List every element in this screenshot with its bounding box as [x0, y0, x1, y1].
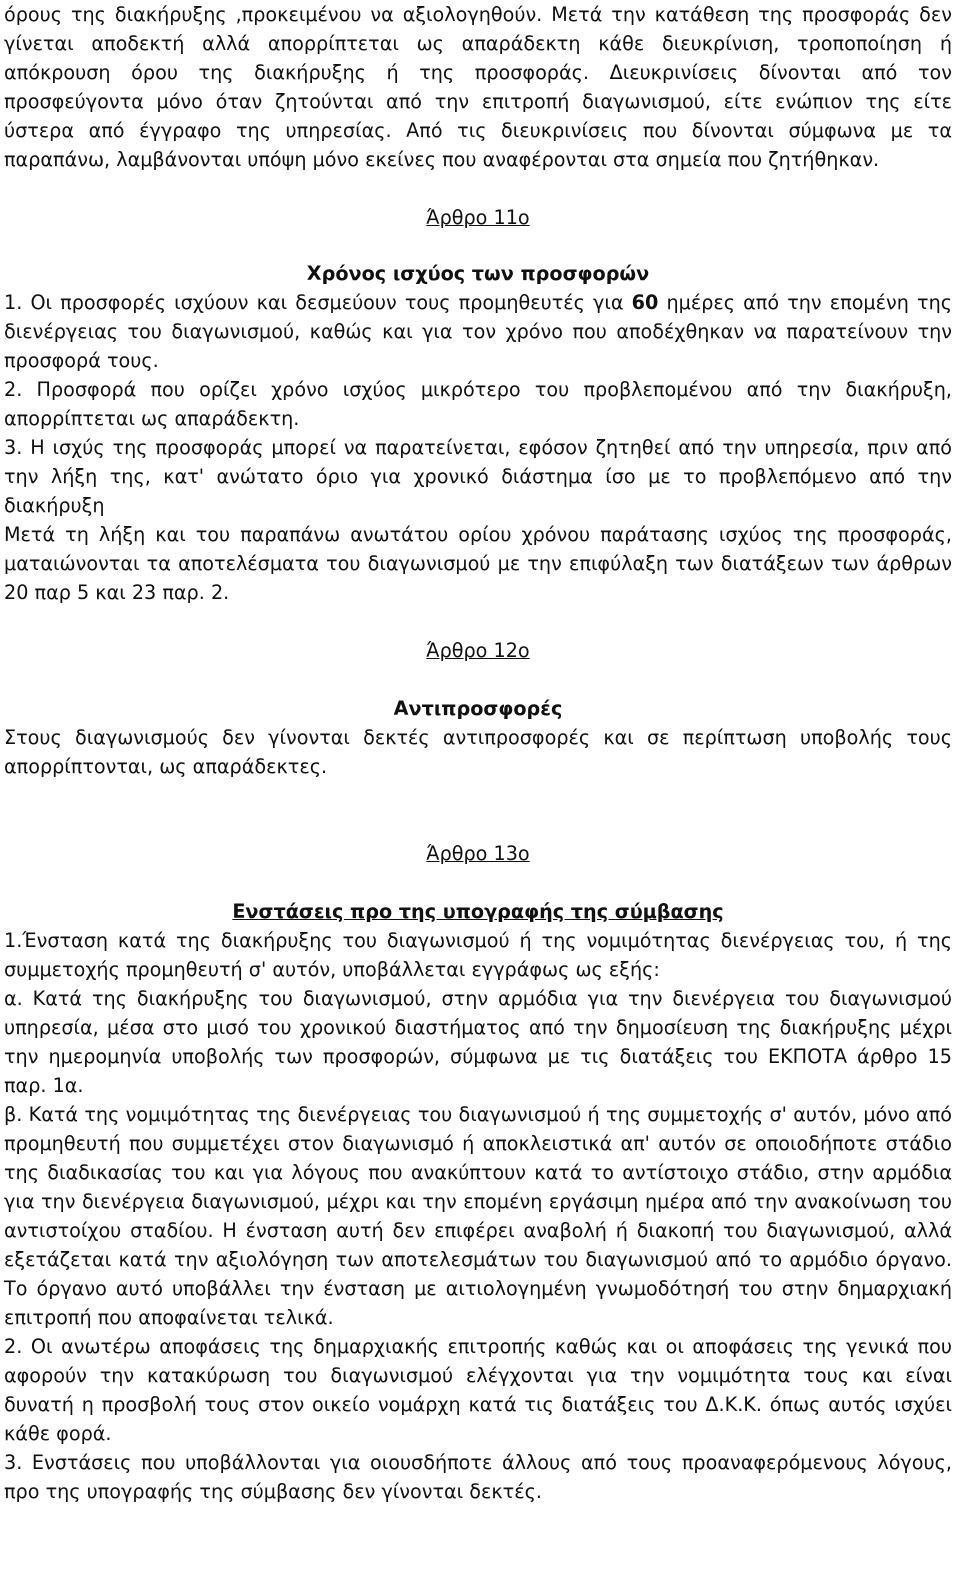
article-13-title-text: Ενστάσεις προ της υπογραφής της σύμβασης: [232, 900, 724, 923]
article-11-para-3: 3. Η ισχύς της προσφοράς μπορεί να παρατείνεται, εφόσον ζητηθεί από την υπηρεσία, πριν από την λήξη της, κατ' ανώτατο όριο για χρονικό διάστημα ίσο με το προβλεπόμενο από την διακήρυξη: [4, 436, 952, 517]
article-12-para-1: Στους διαγωνισμούς δεν γίνονται δεκτές αντιπροσφορές και σε περίπτωση υποβολής τους απορρίπτονται, ως απαράδεκτες.: [4, 726, 952, 778]
article-12-heading: [4, 636, 952, 665]
article-13-para-2: 2. Οι ανωτέρω αποφάσεις της δημαρχιακής επιτροπής καθώς και οι αποφάσεις της γενικά που αφορούν την κατακύρωση του διαγωνισμού ελέγχονται για την νομιμότητα τους και είναι δυνατή η προσβολή τους στον οικείο νομάρχη κατά τις διατάξεις του Δ.Κ.Κ. όπως αυτός ισχύει κάθε φορά.: [4, 1335, 952, 1445]
article-12-title-text: Αντιπροσφορές: [393, 697, 563, 720]
article-11-heading: [4, 203, 952, 232]
article-12-heading-text: Άρθρο 12ο: [426, 639, 530, 662]
article-13-title: [4, 897, 952, 926]
article-11-para-1-b: ημέρες από την επομένη της διενέργειας του διαγωνισμού, καθώς και για τον χρόνο που αποδέχθηκαν να παρατείνουν την προσφορά τους.: [4, 291, 952, 372]
article-13-heading: [4, 839, 952, 868]
article-11-para-1-a: Οι προσφορές ισχύουν και δεσμεύουν τους προμηθευτές για: [22, 291, 632, 314]
intro-paragraph: όρους της διακήρυξης ,προκειμένου να αξιολογηθούν. Μετά την κατάθεση της προσφοράς δεν γίνεται αποδεκτή αλλά απορρίπτεται ως απαράδεκτη κάθε διευκρίνιση, τροποποίηση ή απόκρουση όρου της διακήρυξης ή της προσφοράς. Διευκρινίσεις δίνονται από τον προσφεύγοντα μόνο όταν ζητούνται από την επιτροπή διαγωνισμού, είτε ενώπιον της είτε ύστερα από έγγραφο της υπηρεσίας. Από τις διευκρινίσεις που δίνονται σύμφωνα με τα παραπάνω, λαμβάνονται υπόψη μόνο εκείνες που αναφέρονται στα σημεία που ζητήθηκαν.: [4, 3, 952, 171]
article-11-title: [4, 259, 952, 288]
article-11-heading-text: Άρθρο 11ο: [426, 206, 530, 229]
article-11-para-1-num: 1.: [4, 291, 23, 314]
article-12-title: [4, 694, 952, 723]
document-page: [4, 0, 952, 1506]
article-13-para-1: 1.Ένσταση κατά της διακήρυξης του διαγωνισμού ή της νομιμότητας διενέργειας του, ή της συμμετοχής προμηθευτή σ' αυτόν, υποβάλλεται εγγράφως ως εξής:: [4, 929, 952, 981]
article-11-para-2: 2. Προσφορά που ορίζει χρόνο ισχύος μικρότερο του προβλεπομένου από την διακήρυξη, απορρίπτεται ως απαράδεκτη.: [4, 378, 952, 430]
article-11-title-text: Χρόνος ισχύος των προσφορών: [306, 262, 650, 285]
article-13-para-b: β. Κατά της νομιμότητας της διενέργειας του διαγωνισμού ή της συμμετοχής σ' αυτόν, μόνο από προμηθευτή που συμμετέχει στον διαγωνισμό ή αποκλειστικά απ' αυτόν σε οποιοδήποτε στάδιο της διαδικασίας του και για λόγους που ανακύπτουν κατά το αντίστοιχο στάδιο, στην αρμόδια για την διενέργεια διαγωνισμού, μέχρι και την επομένη εργάσιμη ημέρα από την ανακοίνωση του αντιστοίχου σταδίου. Η ένσταση αυτή δεν επιφέρει αναβολή ή διακοπή του διαγωνισμού, αλλά εξετάζεται κατά την αξιολόγηση των αποτελεσμάτων του διαγωνισμού από το αρμόδιο όργανο. Το όργανο αυτό υποβάλλει την ένσταση με αιτιολογημένη γνωμοδότησή του στην δημαρχιακή επιτροπή που αποφαίνεται τελικά.: [4, 1103, 952, 1329]
article-11-para-4: Μετά τη λήξη και του παραπάνω ανωτάτου ορίου χρόνου παράτασης ισχύος της προσφοράς, ματαιώνονται τα αποτελέσματα του διαγωνισμού με την επιφύλαξη των διατάξεων των άρθρων 20 παρ 5 και 23 παρ. 2.: [4, 523, 952, 604]
article-13-para-a: α. Κατά της διακήρυξης του διαγωνισμού, στην αρμόδια για την διενέργεια του διαγωνισμού υπηρεσία, μέσα στο μισό του χρονικού διαστήματος από την δημοσίευση της διακήρυξης μέχρι την ημερομηνία υποβολής των προσφορών, σύμφωνα με τις διατάξεις του ΕΚΠΟΤΑ άρθρο 15 παρ. 1α.: [4, 987, 952, 1097]
article-11-days-value: 60: [631, 291, 659, 314]
article-13-heading-text: Άρθρο 13ο: [426, 842, 530, 865]
article-11-para-1: [4, 288, 952, 375]
article-13-para-3: 3. Ενστάσεις που υποβάλλονται για οιουσδήποτε άλλους από τους προαναφερόμενους λόγους, προ της υπογραφής της σύμβασης δεν γίνονται δεκτές.: [4, 1451, 952, 1503]
